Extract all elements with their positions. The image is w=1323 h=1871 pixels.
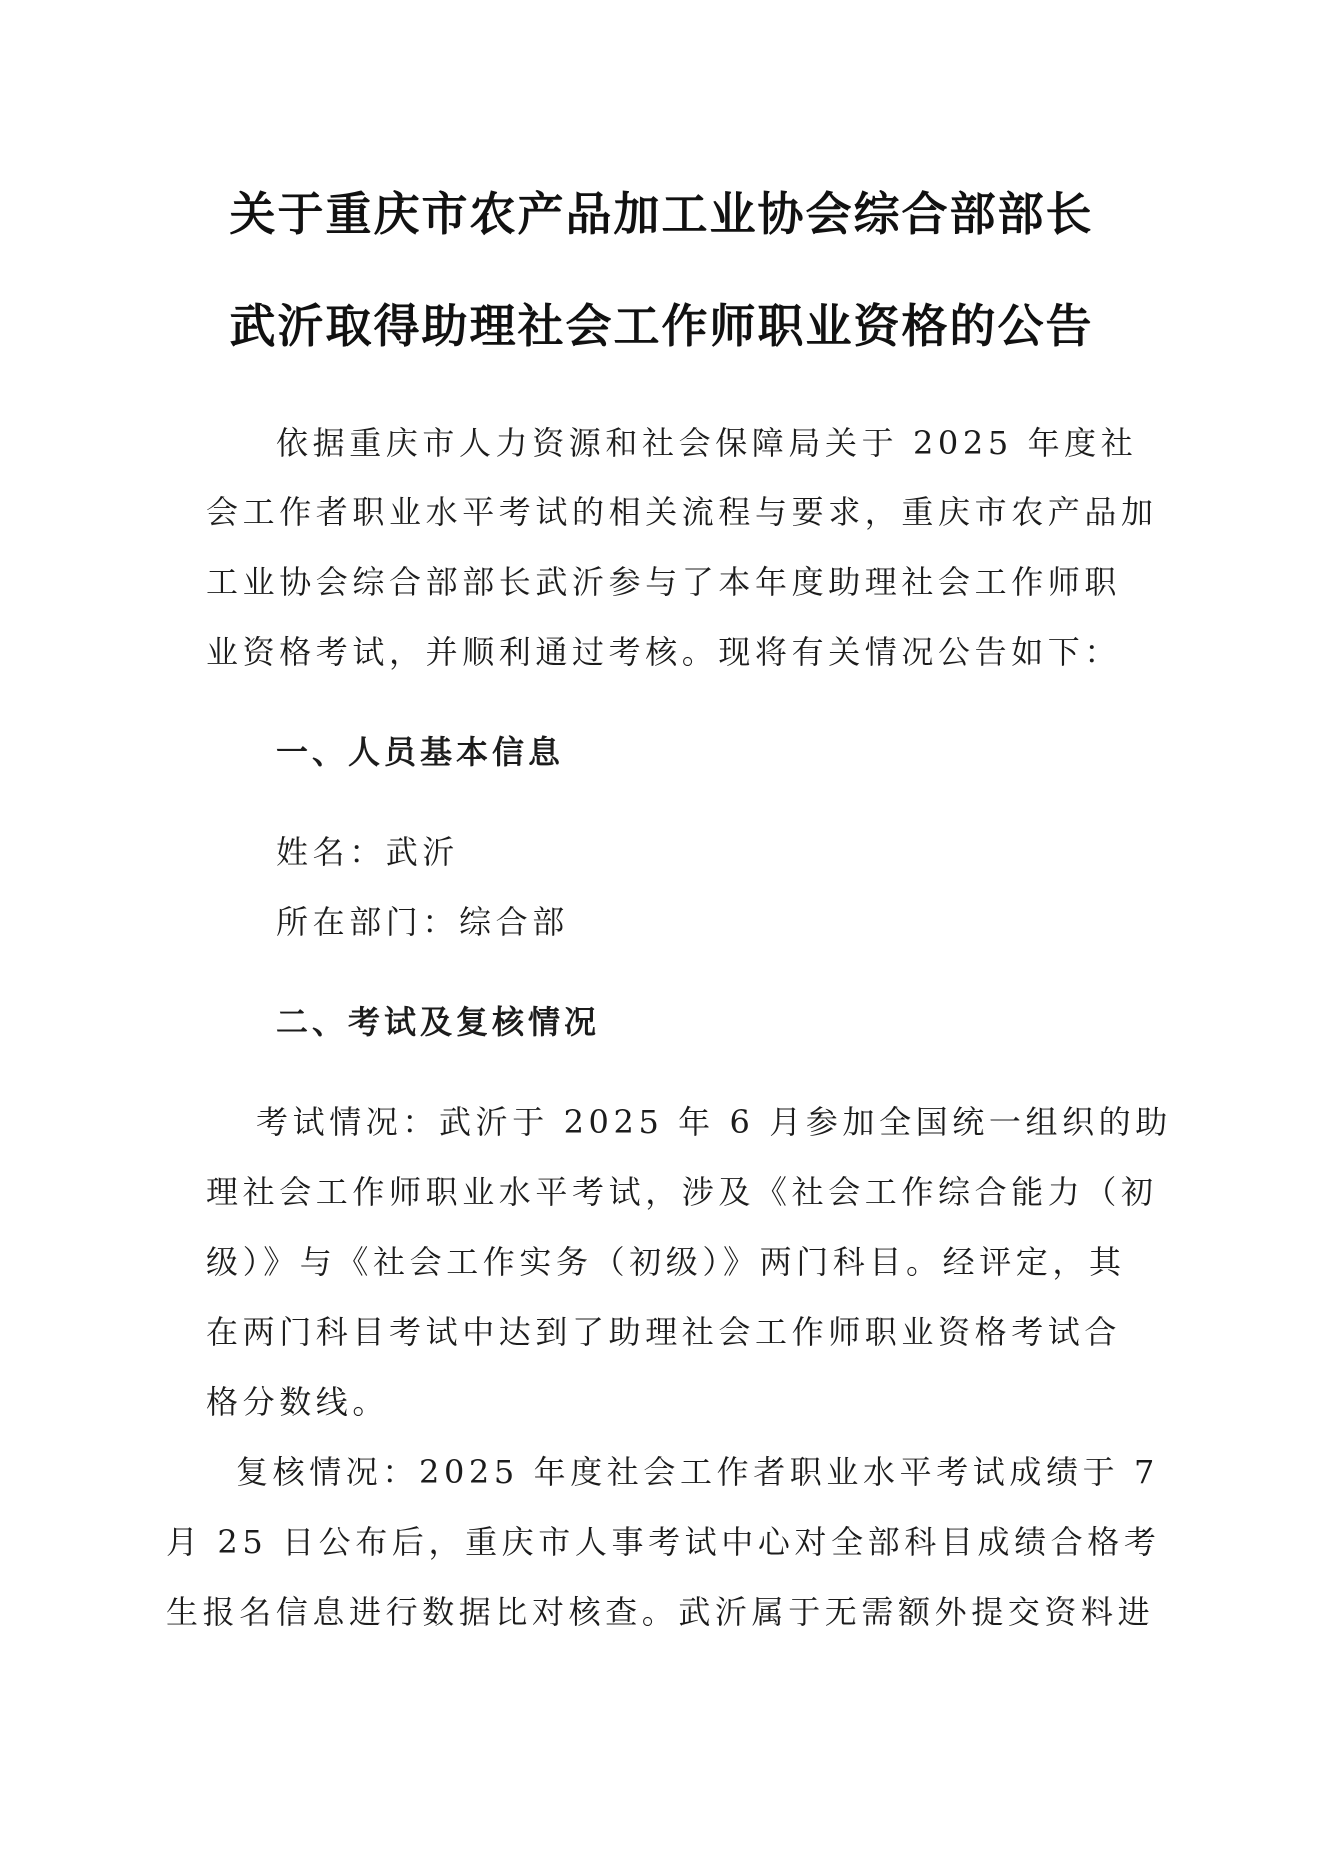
review-line-2: 月 25 日公布后，重庆市人事考试中心对全部科目成绩合格考 (166, 1523, 1161, 1561)
exam-line-4: 在两门科目考试中达到了助理社会工作师职业资格考试合 (206, 1313, 1122, 1351)
exam-line-3: 级）》与《社会工作实务（初级）》两门科目。经评定，其 (206, 1243, 1126, 1281)
intro-line-4: 业资格考试，并顺利通过考核。现将有关情况公告如下： (206, 633, 1122, 671)
section-heading-basic-info: 一、人员基本信息 (276, 733, 565, 771)
name-line: 姓名：武沂 (276, 833, 460, 871)
document-title-line-2: 武沂取得助理社会工作师职业资格的公告 (229, 299, 1094, 353)
department-line: 所在部门：综合部 (276, 903, 569, 941)
section-heading-exam-review: 二、考试及复核情况 (276, 1003, 601, 1041)
exam-line-5: 格分数线。 (206, 1383, 390, 1421)
intro-line-3: 工业协会综合部部长武沂参与了本年度助理社会工作师职 (206, 563, 1122, 601)
intro-line-1: 依据重庆市人力资源和社会保障局关于 2025 年度社 (276, 424, 1138, 462)
exam-line-2: 理社会工作师职业水平考试，涉及《社会工作综合能力（初 (206, 1173, 1158, 1211)
exam-line-1: 考试情况：武沂于 2025 年 6 月参加全国统一组织的助 (256, 1103, 1172, 1141)
document-title-line-1: 关于重庆市农产品加工业协会综合部部长 (229, 187, 1094, 241)
review-line-3: 生报名信息进行数据比对核查。武沂属于无需额外提交资料进 (166, 1593, 1155, 1631)
intro-line-2: 会工作者职业水平考试的相关流程与要求，重庆市农产品加 (206, 493, 1158, 531)
review-line-1: 复核情况：2025 年度社会工作者职业水平考试成绩于 7 (236, 1453, 1159, 1491)
